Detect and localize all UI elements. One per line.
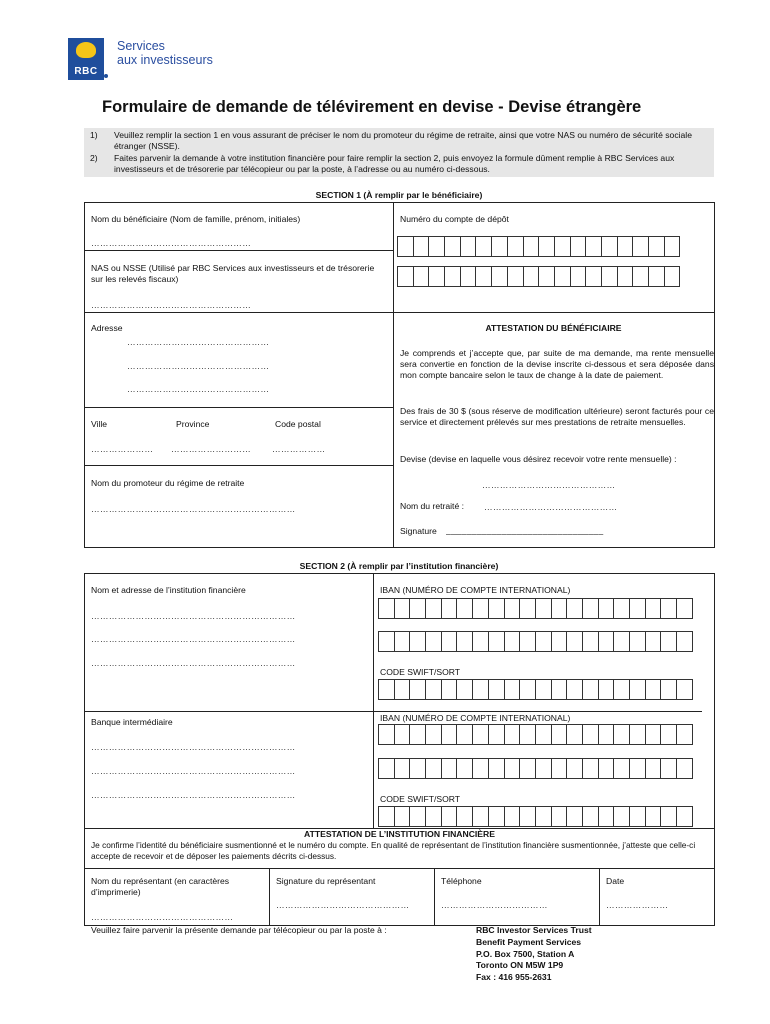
brand-line-2: aux investisseurs (117, 53, 213, 67)
character-box[interactable] (378, 724, 395, 745)
character-box[interactable] (425, 758, 442, 779)
character-box[interactable] (676, 679, 693, 700)
character-box[interactable] (535, 631, 552, 652)
fi-attestation-title: ATTESTATION DE L’INSTITUTION FINANCIÈRE (304, 829, 495, 839)
character-box[interactable] (582, 631, 599, 652)
character-box[interactable] (394, 679, 411, 700)
logo-text: RBC (74, 66, 98, 77)
swift-2-boxes[interactable] (378, 806, 692, 827)
divider (84, 573, 715, 574)
character-box[interactable] (475, 236, 492, 257)
representative-signature-label: Signature du représentant (276, 876, 376, 886)
fi-address-field-3[interactable]: …………………………………………………………… (91, 658, 296, 668)
character-box[interactable] (582, 758, 599, 779)
province-label: Province (176, 419, 210, 429)
character-box[interactable] (613, 631, 630, 652)
character-box[interactable] (504, 724, 521, 745)
character-box[interactable] (491, 236, 508, 257)
character-box[interactable] (519, 806, 536, 827)
city-field[interactable]: ………………… (91, 444, 154, 454)
divider (84, 202, 85, 548)
character-box[interactable] (519, 724, 536, 745)
intermediary-bank-label: Banque intermédiaire (91, 717, 173, 727)
sin-label: NAS ou NSSE (Utilisé par RBC Services aux investisseurs et de trésorerie sur les relevés fiscaux) (91, 263, 375, 284)
intermediary-field-2[interactable]: …………………………………………………………… (91, 766, 296, 776)
retiree-name-label: Nom du retraité : (400, 501, 464, 511)
representative-signature-field[interactable]: ……………………………………… (276, 900, 410, 910)
iban-boxes-row-2[interactable] (378, 631, 692, 652)
phone-label: Téléphone (441, 876, 482, 886)
mailing-address (476, 925, 592, 984)
character-box[interactable] (648, 266, 665, 287)
character-box[interactable] (444, 266, 461, 287)
character-box[interactable] (570, 236, 587, 257)
character-box[interactable] (441, 631, 458, 652)
send-instructions: Veuillez faire parvenir la présente demande par télécopieur ou par la poste à : (91, 925, 387, 935)
character-box[interactable] (566, 758, 583, 779)
character-box[interactable] (645, 679, 662, 700)
character-box[interactable] (582, 679, 599, 700)
character-box[interactable] (488, 758, 505, 779)
date-field[interactable]: ………………… (606, 900, 669, 910)
divider (84, 312, 715, 313)
character-box[interactable] (441, 598, 458, 619)
character-box[interactable] (601, 266, 618, 287)
instruction-number: 2) (90, 153, 98, 163)
character-box[interactable] (460, 266, 477, 287)
character-box[interactable] (645, 758, 662, 779)
character-box[interactable] (629, 758, 646, 779)
representative-name-label: Nom du représentant (en caractères d’imprimerie) (91, 876, 230, 897)
fi-attestation-text: Je confirme l’identité du bénéficiaire susmentionné et le numéro du compte. En qualité de représentant de l’institution financière susmentionnée, j’atteste que celle-ci accepte de recevoir et de déposer les paiements décrits ci-dessus. (91, 840, 696, 861)
plan-sponsor-label: Nom du promoteur du régime de retraite (91, 478, 245, 488)
character-box[interactable] (394, 758, 411, 779)
character-box[interactable] (488, 806, 505, 827)
brand-name (117, 39, 213, 67)
instruction-text: Faites parvenir la demande à votre institution financière pour faire remplir la section 2, puis envoyez la formule dûment remplie à RBC Services aux investisseurs et de trésorerie par télécopieur ou par la poste, à l’adresse ou au numéro ci-dessous. (114, 153, 675, 174)
instructions-box (84, 128, 714, 177)
address-field-3[interactable]: ………………………………………… (127, 384, 270, 394)
character-box[interactable] (456, 758, 473, 779)
representative-name-field[interactable]: ………………………………………… (91, 912, 234, 922)
iban-2-boxes-row-1[interactable] (378, 724, 692, 745)
character-box[interactable] (441, 806, 458, 827)
character-box[interactable] (472, 631, 489, 652)
character-box[interactable] (535, 598, 552, 619)
character-box[interactable] (409, 758, 426, 779)
character-box[interactable] (566, 631, 583, 652)
address-line: P.O. Box 7500, Station A (476, 948, 575, 959)
attestation-paragraph-2: Des frais de 30 $ (sous réserve de modification ultérieure) seront facturés pour ce service et directement prélevés sur mes prestations de retraite mensuelles. (400, 406, 714, 427)
character-box[interactable] (629, 679, 646, 700)
logo-dot (104, 74, 108, 78)
beneficiary-attestation-title: ATTESTATION DU BÉNÉFICIAIRE (485, 323, 622, 333)
character-box[interactable] (504, 679, 521, 700)
date-label: Date (606, 876, 625, 886)
lion-emblem-icon (76, 42, 96, 58)
character-box[interactable] (488, 679, 505, 700)
character-box[interactable] (456, 724, 473, 745)
character-box[interactable] (456, 598, 473, 619)
character-box[interactable] (660, 631, 677, 652)
swift-label-2: CODE SWIFT/SORT (380, 794, 461, 804)
character-box[interactable] (598, 724, 615, 745)
character-box[interactable] (472, 758, 489, 779)
divider (714, 202, 715, 548)
character-box[interactable] (444, 236, 461, 257)
intermediary-field-3[interactable]: …………………………………………………………… (91, 790, 296, 800)
character-box[interactable] (570, 266, 587, 287)
character-box[interactable] (645, 598, 662, 619)
character-box[interactable] (519, 598, 536, 619)
character-box[interactable] (491, 266, 508, 287)
fax-number: Fax : 416 955-2631 (476, 972, 552, 983)
character-box[interactable] (472, 724, 489, 745)
divider (84, 868, 715, 869)
character-box[interactable] (378, 758, 395, 779)
deposit-account-label: Numéro du compte de dépôt (400, 214, 509, 224)
character-box[interactable] (394, 598, 411, 619)
signature-field[interactable]: _______________________________ (446, 525, 604, 535)
city-label: Ville (91, 419, 108, 429)
beneficiary-name-label: Nom du bénéficiaire (Nom de famille, prénom, initiales) (91, 214, 301, 224)
brand-line-1: Services (117, 39, 165, 53)
address-label: Adresse (91, 323, 123, 333)
character-box[interactable] (504, 806, 521, 827)
fi-address-field-2[interactable]: …………………………………………………………… (91, 634, 296, 644)
character-box[interactable] (460, 236, 477, 257)
character-box[interactable] (504, 598, 521, 619)
character-box[interactable] (378, 598, 395, 619)
character-box[interactable] (378, 679, 395, 700)
iban-boxes-row-1[interactable] (378, 598, 692, 619)
character-box[interactable] (394, 724, 411, 745)
postal-code-label: Code postal (275, 419, 321, 429)
character-box[interactable] (554, 236, 571, 257)
character-box[interactable] (425, 598, 442, 619)
character-box[interactable] (629, 724, 646, 745)
character-box[interactable] (613, 724, 630, 745)
divider (269, 868, 270, 926)
character-box[interactable] (551, 806, 568, 827)
financial-institution-label: Nom et adresse de l’institution financière (91, 585, 246, 595)
character-box[interactable] (613, 598, 630, 619)
character-box[interactable] (394, 806, 411, 827)
character-box[interactable] (472, 679, 489, 700)
section-1-title: SECTION 1 (À remplir par le bénéficiaire) (315, 190, 483, 200)
character-box[interactable] (566, 806, 583, 827)
character-box[interactable] (475, 266, 492, 287)
character-box[interactable] (409, 631, 426, 652)
character-box[interactable] (598, 679, 615, 700)
page-title: Formulaire de demande de télévirement en devise - Devise étrangère (102, 98, 642, 116)
character-box[interactable] (394, 631, 411, 652)
character-box[interactable] (472, 598, 489, 619)
character-box[interactable] (378, 631, 395, 652)
character-box[interactable] (441, 758, 458, 779)
character-box[interactable] (566, 724, 583, 745)
deposit-account-boxes-row-2[interactable] (397, 266, 679, 287)
intermediary-field-1[interactable]: …………………………………………………………… (91, 742, 296, 752)
character-box[interactable] (566, 679, 583, 700)
retiree-name-field[interactable]: ……………………………………… (484, 502, 618, 512)
character-box[interactable] (397, 236, 414, 257)
divider (84, 250, 394, 251)
character-box[interactable] (598, 758, 615, 779)
beneficiary-name-field[interactable]: ……………………………………………… (91, 238, 252, 248)
character-box[interactable] (598, 631, 615, 652)
character-box[interactable] (535, 724, 552, 745)
deposit-account-boxes-row-1[interactable] (397, 236, 679, 257)
character-box[interactable] (456, 806, 473, 827)
currency-field[interactable]: ……………………………………… (482, 480, 616, 490)
character-box[interactable] (409, 679, 426, 700)
divider (393, 202, 394, 548)
currency-label: Devise (devise en laquelle vous désirez recevoir votre rente mensuelle) : (400, 454, 677, 464)
character-box[interactable] (660, 598, 677, 619)
character-box[interactable] (456, 631, 473, 652)
character-box[interactable] (409, 724, 426, 745)
iban-label: IBAN (NUMÉRO DE COMPTE INTERNATIONAL) (380, 585, 571, 595)
divider (84, 202, 715, 203)
character-box[interactable] (582, 724, 599, 745)
character-box[interactable] (504, 631, 521, 652)
character-box[interactable] (425, 631, 442, 652)
instruction-text: Veuillez remplir la section 1 en vous assurant de préciser le nom du promoteur du régime de retraite, ainsi que votre NAS ou numéro de sécurité sociale étranger (NSSE). (114, 130, 692, 151)
character-box[interactable] (551, 724, 568, 745)
address-field-1[interactable]: ………………………………………… (127, 337, 270, 347)
character-box[interactable] (664, 236, 681, 257)
divider (599, 868, 600, 926)
divider (434, 868, 435, 926)
character-box[interactable] (648, 236, 665, 257)
character-box[interactable] (507, 266, 524, 287)
character-box[interactable] (629, 598, 646, 619)
character-box[interactable] (472, 806, 489, 827)
divider (84, 465, 394, 466)
character-box[interactable] (660, 758, 677, 779)
character-box[interactable] (538, 266, 555, 287)
character-box[interactable] (428, 266, 445, 287)
character-box[interactable] (613, 679, 630, 700)
character-box[interactable] (409, 598, 426, 619)
character-box[interactable] (582, 598, 599, 619)
address-line: RBC Investor Services Trust (476, 925, 592, 935)
rbc-logo (68, 38, 104, 80)
character-box[interactable] (456, 679, 473, 700)
character-box[interactable] (551, 758, 568, 779)
iban-label-2: IBAN (NUMÉRO DE COMPTE INTERNATIONAL) (380, 713, 571, 723)
address-line: Toronto ON M5W 1P9 (476, 960, 564, 971)
character-box[interactable] (523, 266, 540, 287)
character-box[interactable] (519, 631, 536, 652)
divider (84, 573, 85, 926)
character-box[interactable] (566, 598, 583, 619)
phone-field[interactable]: ……………………………… (441, 900, 548, 910)
character-box[interactable] (601, 236, 618, 257)
character-box[interactable] (535, 679, 552, 700)
character-box[interactable] (676, 724, 693, 745)
character-box[interactable] (664, 266, 681, 287)
character-box[interactable] (645, 724, 662, 745)
character-box[interactable] (551, 679, 568, 700)
character-box[interactable] (598, 598, 615, 619)
character-box[interactable] (413, 236, 430, 257)
character-box[interactable] (488, 631, 505, 652)
character-box[interactable] (676, 758, 693, 779)
instruction-1 (90, 130, 710, 152)
postal-code-field[interactable]: ……………… (272, 444, 326, 454)
divider (373, 573, 374, 829)
character-box[interactable] (519, 679, 536, 700)
character-box[interactable] (504, 758, 521, 779)
character-box[interactable] (397, 266, 414, 287)
character-box[interactable] (676, 806, 693, 827)
attestation-paragraph-1: Je comprends et j’accepte que, par suite de ma demande, ma rente mensuelle sera convertie en fonction de la devise inscrite ci-dessous et sera déposée dans mon compte bancaire selon le taux de change à la date de paiement. (400, 348, 714, 380)
character-box[interactable] (425, 679, 442, 700)
swift-label: CODE SWIFT/SORT (380, 667, 461, 677)
section-2-title: SECTION 2 (À remplir par l’institution financière) (299, 561, 499, 571)
character-box[interactable] (535, 758, 552, 779)
character-box[interactable] (535, 806, 552, 827)
character-box[interactable] (441, 724, 458, 745)
character-box[interactable] (488, 724, 505, 745)
character-box[interactable] (676, 631, 693, 652)
divider (714, 573, 715, 926)
character-box[interactable] (409, 806, 426, 827)
character-box[interactable] (488, 598, 505, 619)
signature-label: Signature (400, 526, 437, 536)
character-box[interactable] (582, 806, 599, 827)
character-box[interactable] (585, 266, 602, 287)
character-box[interactable] (613, 758, 630, 779)
divider (84, 711, 702, 712)
character-box[interactable] (523, 236, 540, 257)
character-box[interactable] (551, 598, 568, 619)
character-box[interactable] (645, 631, 662, 652)
character-box[interactable] (613, 806, 630, 827)
character-box[interactable] (519, 758, 536, 779)
character-box[interactable] (585, 236, 602, 257)
instruction-2 (90, 153, 710, 175)
divider (84, 547, 715, 548)
character-box[interactable] (554, 266, 571, 287)
character-box[interactable] (378, 806, 395, 827)
iban-2-boxes-row-2[interactable] (378, 758, 692, 779)
character-box[interactable] (441, 679, 458, 700)
swift-boxes[interactable] (378, 679, 692, 700)
sin-field[interactable]: ……………………………………………… (91, 300, 252, 310)
character-box[interactable] (660, 724, 677, 745)
character-box[interactable] (428, 236, 445, 257)
character-box[interactable] (632, 236, 649, 257)
character-box[interactable] (660, 806, 677, 827)
character-box[interactable] (645, 806, 662, 827)
character-box[interactable] (507, 236, 524, 257)
character-box[interactable] (551, 631, 568, 652)
character-box[interactable] (676, 598, 693, 619)
character-box[interactable] (617, 266, 634, 287)
character-box[interactable] (425, 806, 442, 827)
character-box[interactable] (413, 266, 430, 287)
character-box[interactable] (629, 806, 646, 827)
character-box[interactable] (660, 679, 677, 700)
address-line: Benefit Payment Services (476, 936, 582, 947)
character-box[interactable] (425, 724, 442, 745)
character-box[interactable] (617, 236, 634, 257)
character-box[interactable] (632, 266, 649, 287)
character-box[interactable] (598, 806, 615, 827)
province-field[interactable]: ……………………… (171, 444, 252, 454)
address-field-2[interactable]: ………………………………………… (127, 361, 270, 371)
character-box[interactable] (538, 236, 555, 257)
character-box[interactable] (629, 631, 646, 652)
instruction-number: 1) (90, 130, 98, 140)
plan-sponsor-field[interactable]: …………………………………………………………… (91, 504, 296, 514)
divider (84, 407, 394, 408)
fi-address-field-1[interactable]: …………………………………………………………… (91, 611, 296, 621)
